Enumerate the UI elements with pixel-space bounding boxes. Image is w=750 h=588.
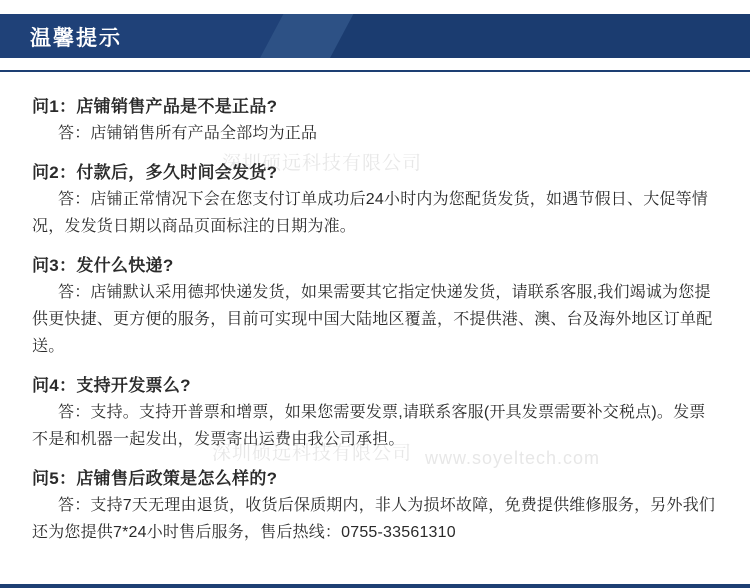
- faq-item: [32, 160, 722, 240]
- faq-question: 问3：发什么快递?: [32, 256, 174, 275]
- page-title: 温馨提示: [30, 27, 122, 50]
- header-band-dark-right: [330, 14, 750, 58]
- faq-question: 问2：付款后，多久时间会发货?: [32, 163, 278, 182]
- faq-answer: 答：店铺默认采用德邦快递发货，如果需要其它指定快递发货，请联系客服,我们竭诚为您提供更快捷、更方便的服务，目前可实现中国大陆地区覆盖，不提供港、澳、台及海外地区订单配送。: [32, 284, 713, 355]
- faq-item: [32, 253, 722, 360]
- faq-question: 问4：支持开发票么?: [32, 376, 191, 395]
- watermark-website: www.soyeltech.com: [425, 448, 601, 468]
- watermark-company-top: 深圳硕远科技有限公司: [222, 153, 423, 174]
- faq-item: [32, 373, 722, 453]
- faq-question: 问1：店铺销售产品是不是正品?: [32, 97, 278, 116]
- faq-answer: 答：支持7天无理由退货，收货后保质期内，非人为损坏故障，免费提供维修服务，另外我们还为您提供7*24小时售后服务，售后热线：0755-33561310: [32, 497, 716, 541]
- faq-answer: 答：支持。支持开普票和增票，如果您需要发票,请联系客服(开具发票需要补交税点)。发票不是和机器一起发出，发票寄出运费由我公司承担。: [32, 404, 706, 448]
- watermark-company-bottom: 深圳硕远科技有限公司: [212, 443, 413, 464]
- faq-answer: 答：店铺正常情况下会在您支付订单成功后24小时内为您配货发货，如遇节假日、大促等情况，发发货日期以商品页面标注的日期为准。: [32, 191, 708, 235]
- faq-answer: 答：店铺销售所有产品全部均为正品: [58, 125, 318, 142]
- faq-list: [0, 72, 750, 546]
- faq-question: 问5：店铺售后政策是怎么样的?: [32, 469, 278, 488]
- page-header: [0, 0, 750, 72]
- faq-item: [32, 466, 722, 546]
- footer-divider: [0, 584, 750, 588]
- faq-item: [32, 94, 722, 147]
